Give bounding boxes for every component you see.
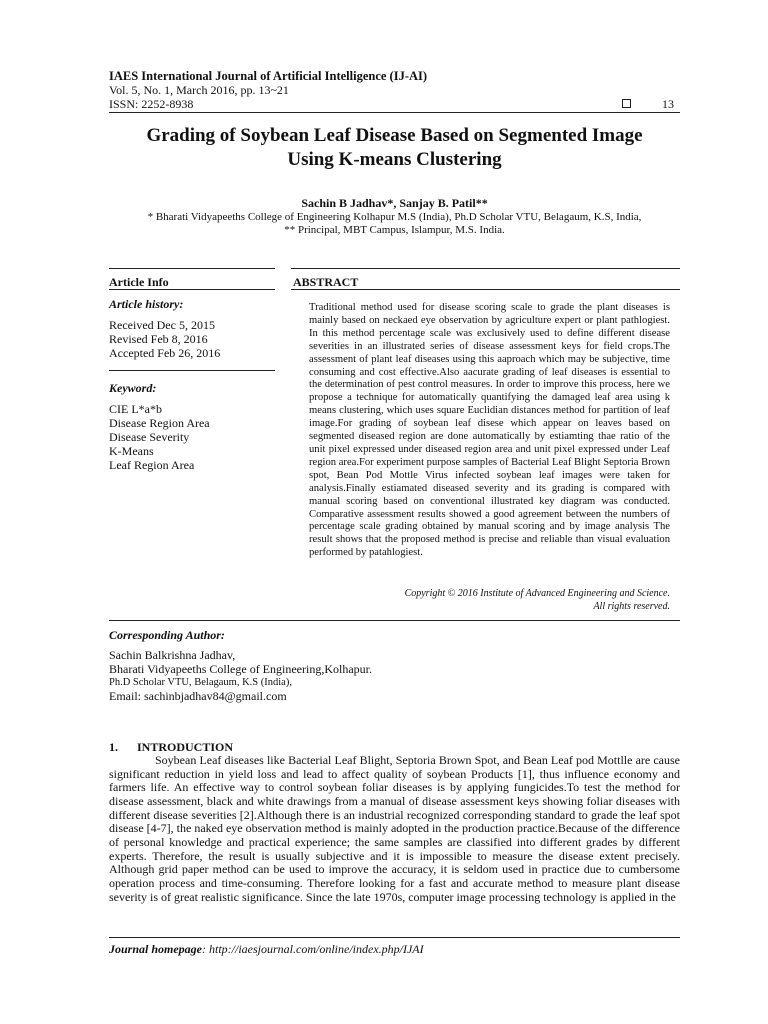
keyword-item: Disease Severity (109, 430, 190, 444)
affiliation-1: * Bharati Vidyapeeths College of Engineering Kolhapur M.S (India), Ph.D Scholar VTU, Belagaum, K.S, India, (147, 211, 642, 223)
corresponding-author-label: Corresponding Author: (109, 628, 225, 642)
corresponding-author (109, 649, 372, 703)
abstract-top-rule (291, 268, 680, 269)
title-line-2: Using K-means Clustering (287, 149, 502, 170)
journal-name: IAES International Journal of Artificial Intelligence (IJ-AI) (109, 69, 428, 83)
author-email: Email: sachinbjadhav84@gmail.com (109, 688, 287, 703)
author-name: Sachin Balkrishna Jadhav, (109, 648, 236, 662)
keyword-item: K-Means (109, 444, 154, 458)
keyword-list (109, 402, 210, 472)
article-info-heading: Article Info (109, 275, 169, 289)
homepage-label: Journal homepage (109, 942, 203, 956)
copyright (309, 587, 670, 613)
copyright-line-1: Copyright © 2016 Institute of Advanced Engineering and Science. (404, 588, 670, 599)
paper-title (109, 124, 680, 172)
introduction-text: Soybean Leaf diseases like Bacterial Leaf Blight, Septoria Brown Spot, and Bean Leaf pod Mottlle are cause significant reduction in yield loss and lead to affect quality of soybean Products [1], thus influence economy and farmers life. An effective way to control soybean foliar diseases is by applying fungicides.To test the method for disease assessment, black and white drawings from a manual of disease assessment keys showing foliar diseases with different disease severities [2].Although there is an industrial recognized corresponding standard to grade the leaf spot disease [4-7], the naked eye observation method is mainly adopted in the production practice.Because of the difference of personal knowledge and practical experience; the same samples are classified into different grades by different experts. Therefore, the result is usually subjective and it is impossible to measure the disease extent precisely. Although grid paper method can be used to improve the accuracy, it is seldom used in practice due to cumbersome operation process and time-consuming. Therefore looking for a fast and accurate method to measure plant disease severity is of great realistic significance. Since the late 1970s, computer image processing technology is applied in the (109, 753, 680, 904)
keyword-label: Keyword: (109, 381, 157, 395)
journal-homepage (109, 942, 424, 957)
affiliation-2: ** Principal, MBT Campus, Islampur, M.S. India. (284, 224, 505, 236)
page-number: 13 (662, 97, 674, 111)
footer-divider (109, 937, 680, 938)
section-number: 1. (109, 740, 118, 754)
author-institution: Bharati Vidyapeeths College of Engineering,Kolhapur. (109, 661, 372, 676)
square-icon (622, 99, 631, 108)
abstract-heading: ABSTRACT (293, 275, 359, 289)
authors: Sachin B Jadhav*, Sanjay B. Patil** (301, 196, 488, 210)
keyword-rule (109, 370, 275, 371)
history-revised: Revised Feb 8, 2016 (109, 332, 208, 346)
article-history-label: Article history: (109, 297, 184, 311)
title-line-1: Grading of Soybean Leaf Disease Based on Segmented Image (146, 125, 643, 146)
article-info-top-rule (109, 268, 275, 269)
history-received: Received Dec 5, 2015 (109, 318, 215, 332)
keyword-item: Disease Region Area (109, 416, 210, 430)
section-title: INTRODUCTION (137, 740, 234, 754)
keyword-item: Leaf Region Area (109, 458, 195, 472)
article-history (109, 318, 220, 360)
copyright-line-2: All rights reserved. (593, 601, 670, 612)
abstract-text: Traditional method used for disease scoring scale to grade the plant diseases is mainly based on neckaed eye observation by agriculture expert or plant pathlogiest. In this method percentage scale was exclusively used to define different disease severities in an illustrated series of disease assessment keys for field crops.The assessment of plant leaf diseases using this aaproach which may be subjective, time consuming and cost effective.Also aacurate grading of leaf diseases is essential to the determination of pest control measures. In order to improve this process, here we propose a technique for automatically quantifying the damaged leaf area using k means clustering, which uses square Euclidian distances method for partition of leaf image.For grading of soybean leaf disese which appear on leaves based on segmented diseased region are done automatically by estiamting thae ratio of the unit pixel expressed under diseased region area and unit pixel expressed under Leaf region area.For experiment purpose samples of Bacterial Leaf Blight Septoria Brown spot, Bean Pod Mottle Virus infected soybean leaf images were taken for analysis.Finally estiamated diseased severity and its grading is compared with manual scoring based on conventional illustrated key diagram was conducted. Comparative assessment results showed a good agreement between the numbers of percentage scale grading obtained by manual scoring and by image analysis The result shows that the proposed method is precise and reliable than visual evaluation performed by patahlogiest. (309, 302, 670, 559)
homepage-url[interactable]: : http://iaesjournal.com/online/index.php/IJAI (202, 942, 424, 956)
header-divider (109, 112, 680, 113)
keyword-item: CIE L*a*b (109, 402, 162, 416)
author-scholar: Ph.D Scholar VTU, Belagaum, K.S (India), (109, 677, 292, 688)
history-accepted: Accepted Feb 26, 2016 (109, 346, 221, 360)
journal-volume: Vol. 5, No. 1, March 2016, pp. 13~21 (109, 83, 289, 97)
abstract-bottom-rule (109, 620, 680, 621)
journal-issn: ISSN: 2252-8938 (109, 97, 194, 111)
